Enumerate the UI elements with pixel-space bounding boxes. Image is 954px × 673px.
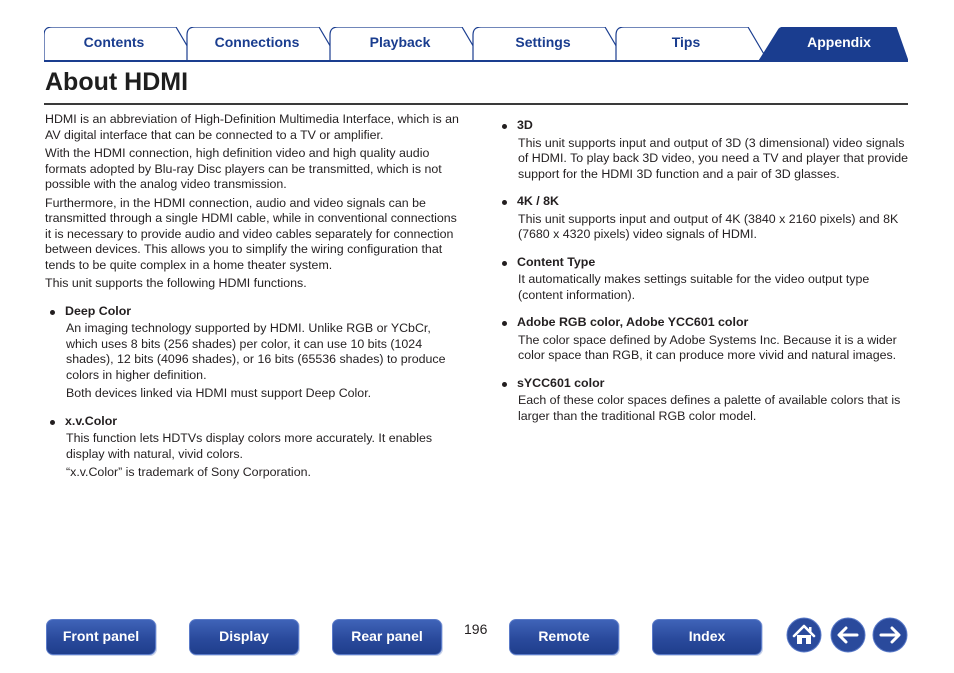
item-heading-text: 3D	[517, 118, 533, 132]
item-body: This unit supports input and output of 4K (3840 x 2160 pixels) and 8K (7680 x 4320 pixels) video signals of HDMI.	[518, 211, 899, 241]
item-heading	[497, 376, 909, 392]
item-body: Each of these color spaces defines a palette of available colors that is larger than the traditional RGB color model.	[518, 393, 901, 423]
bullet-icon	[502, 200, 507, 205]
arrow-left-icon	[830, 617, 866, 653]
page-number: 196	[464, 621, 488, 637]
item-heading	[497, 315, 909, 331]
remote-button[interactable]: Remote	[509, 619, 619, 655]
tab-appendix[interactable]: Appendix	[807, 34, 871, 50]
intro-paragraph: Furthermore, in the HDMI connection, audio and video signals can be transmitted through a single HDMI cable, while in conventional connections it is necessary to provide audio and video cables separately for connection between devices. This allows you to simplify the wiring configuration that tends to be quite complex in a home theater system.	[45, 195, 457, 272]
item-body: This function lets HDTVs display colors more accurately. It enables display with natural, vivid colors.	[66, 431, 433, 461]
intro-paragraph: This unit supports the following HDMI functions.	[45, 276, 307, 290]
item-body: This unit supports input and output of 3D (3 dimensional) video signals of HDMI. To play back 3D video, you need a TV and player that provide support for the HDMI 3D function and a pair of 3D glasses.	[518, 135, 909, 181]
item-heading-text: x.v.Color	[65, 413, 118, 428]
item-body: The color space defined by Adobe Systems Inc. Because it is a wider color space than RGB, it can produce more vivid and natural images.	[518, 332, 897, 362]
title-divider	[44, 103, 908, 105]
tab-tips[interactable]: Tips	[671, 34, 701, 50]
tab-settings[interactable]: Settings	[515, 34, 571, 50]
tab-playback[interactable]: Playback	[369, 34, 431, 50]
back-button[interactable]	[830, 617, 866, 653]
item-heading-text: Content Type	[517, 254, 596, 269]
forward-button[interactable]	[872, 617, 908, 653]
item-heading	[497, 255, 909, 271]
item-heading	[497, 194, 909, 210]
front-panel-button[interactable]: Front panel	[46, 619, 156, 655]
tab-underline	[44, 60, 908, 62]
item-heading	[497, 118, 909, 134]
bullet-icon	[502, 261, 507, 266]
tab-connections[interactable]: Connections	[214, 34, 300, 50]
bullet-icon	[50, 420, 55, 425]
bullet-icon	[502, 321, 507, 326]
bullet-icon	[502, 124, 507, 129]
bullet-icon	[50, 310, 55, 315]
item-heading-text: 4K / 8K	[517, 194, 560, 208]
home-icon	[786, 617, 822, 653]
bullet-icon	[502, 382, 507, 387]
right-column	[497, 112, 909, 427]
rear-panel-button[interactable]: Rear panel	[332, 619, 442, 655]
index-button[interactable]: Index	[652, 619, 762, 655]
item-body: Both devices linked via HDMI must support Deep Color.	[66, 386, 372, 400]
arrow-right-icon	[872, 617, 908, 653]
tab-contents[interactable]: Contents	[83, 34, 145, 50]
item-body: It automatically makes settings suitable for the video output type (content information).	[518, 272, 870, 302]
item-body: An imaging technology supported by HDMI. Unlike RGB or YCbCr, which uses 8 bits (256 shades) per color, it can use 10 bits (1024 shades), 12 bits (4096 shades), or 16 bits (65536 shades) to produce colors in higher definition.	[66, 321, 446, 382]
page-title: About HDMI	[45, 68, 189, 96]
item-heading	[45, 414, 463, 430]
item-heading-text: Deep Color	[65, 303, 132, 318]
item-heading	[45, 304, 463, 320]
tab-bar	[44, 27, 908, 63]
item-heading-text: Adobe RGB color, Adobe YCC601 color	[517, 315, 749, 329]
intro-paragraph: HDMI is an abbreviation of High-Definition Multimedia Interface, which is an AV digital interface that can be connected to a TV or amplifier.	[45, 112, 459, 142]
intro-paragraph: With the HDMI connection, high definition video and high quality audio formats adopted by Blu-ray Disc players can be transmitted, which is not possible with the analog video transmission.	[45, 146, 442, 191]
item-heading-text: sYCC601 color	[517, 375, 605, 390]
home-button[interactable]	[786, 617, 822, 653]
item-body: “x.v.Color” is trademark of Sony Corporation.	[66, 465, 311, 479]
display-button[interactable]: Display	[189, 619, 299, 655]
left-column	[45, 112, 463, 484]
